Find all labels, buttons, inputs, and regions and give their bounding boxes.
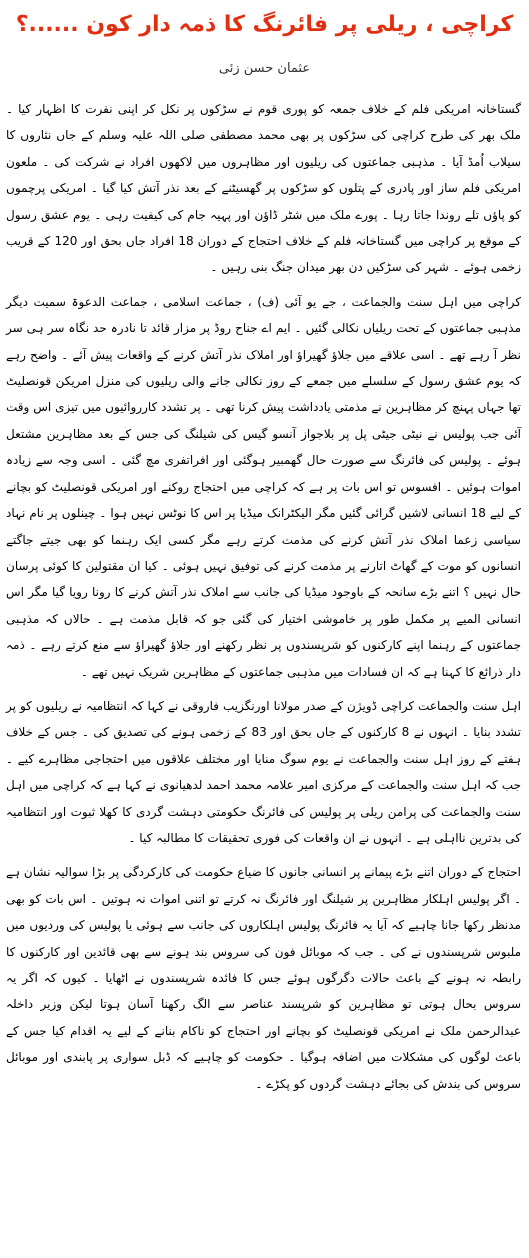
paragraph-4: احتجاج کے دوران اتنے بڑے پیمانے پر انسانی جانوں کا ضیاع حکومت کی کارکردگی پر بڑا سوالیہ نشان ہے ۔ اگر پولیس اہلکار مظاہرین پر شیلنگ اور فائرنگ نہ کرتے تو اتنی اموات نہ ہوتیں ۔ اس بات کو بھی مدنظر رکھا جانا چاہیے کہ آیا یہ فائرنگ پولیس اہلکاروں کی جانب سے ہوئی یا پولیس کی وردیوں میں ملبوس شرپسندوں نے کی ۔ جب کہ موبائل فون کی سروس بند ہونے سے بھی قائدین اور کارکنوں کا رابطہ نہ ہونے کے باعث حالات دگرگوں ہوئے جس کا فائدہ شرپسندوں نے اٹھایا ۔ کیوں کہ اگر یہ سروس بحال ہوتی تو مظاہرین کو شرپسند عناصر سے الگ رکھنا آسان ہوتا لیکن وزیر داخلہ عبدالرحمن ملک نے امریکی قونصلیٹ کو بچانے اور احتجاج کو ناکام بنانے کے لیے یہ اقدام کیا جس کے باعث لوگوں کی مشکلات میں اضافہ ہوگیا ۔ حکومت کو چاہیے کہ ڈبل سواری پر پابندی اور موبائل سروس کی بندش کی بجائے دہشت گردوں کو پکڑے ۔ [6, 865, 521, 1091]
article-body [6, 96, 521, 1105]
author-byline: عثمان حسن زئی [218, 61, 311, 76]
paragraph-2: کراچی میں اہل سنت والجماعت ، جے یو آئی (ف) ، جماعت اسلامی ، جماعت الدعوۃ سمیت دیگر مذہبی جماعتوں کے تحت ریلیاں نکالی گئیں ۔ ایم اے جناح روڈ پر مزار قائد تا نادرہ حد نگاہ سر ہی سر نظر آ رہے تھے ۔ اسی علاقے میں جلاؤ گھیراؤ اور املاک نذر آتش کرنے کے واقعات پیش آئے ۔ واضح رہے کہ یوم عشق رسول کے سلسلے میں جمعے کے روز نکالی جانے والی ریلیوں کی منزل امریکن قونصلیٹ تھا جہاں پہنچ کر مظاہرین نے مذمتی یادداشت پیش کرنا تھی ۔ پر تشدد کارروائیوں میں تیزی اس وقت آئی جب پولیس نے نیٹی جیٹی پل پر بلاجواز آنسو گیس کی شیلنگ کی جس کے بعد مظاہرین مشتعل ہوئے ۔ پولیس کی فائرنگ سے صورت حال گھمبیر ہوگئی اور افراتفری مچ گئی ۔ اسی وجہ سے زیادہ اموات ہوئیں ۔ افسوس تو اس بات پر ہے کہ کراچی میں احتجاج روکنے اور امریکی قونصلیٹ کو بچانے کے لیے 18 انسانی لاشیں گرائی گئیں مگر الیکٹرانک میڈیا پر اس کا نوٹس نہیں ہوا ۔ چینلوں پر نام نہاد سیاسی زعما املاک نذر آتش کرنے کی مذمت کرتے رہے مگر کسی ایک رہنما کو بھی جیتے جاگتے انسانوں کو موت کے گھاٹ اتارنے پر مذمت کرنے کی توفیق نہیں ہوئی ۔ کیا ان مقتولین کا کوئی پرسان حال نہیں ؟ اتنے بڑے سانحہ کے باوجود میڈیا کی جانب سے املاک نذر آتش کرنے کا رونا رویا گیا مگر اس انسانی المیے پر مکمل طور پر خاموشی اختیار کی گئی جو کہ قابل مذمت ہے ۔ حالاں کہ مذہبی جماعتوں کے رہنما اپنے کارکنوں کو شرپسندوں پر نظر رکھنے اور جلاؤ گھیراؤ سے منع کرتے رہے ۔ ذمہ دار ذرائع کا کہنا ہے کہ ان فسادات میں مذہبی جماعتوں کے مظاہرین شریک نہیں تھے ۔ [6, 294, 521, 679]
paragraph-1: گستاخانہ امریکی فلم کے خلاف جمعہ کو پوری قوم نے سڑکوں پر نکل کر اپنی نفرت کا اظہار کیا ۔ ملک بھر کی طرح کراچی کی سڑکوں پر بھی محمد مصطفی صلی اللہ علیہ وسلم کے جاں نثاروں کا سیلاب اُمڈ آیا ۔ مذہبی جماعتوں کی ریلیوں اور مظاہروں میں لاکھوں افراد نے شرکت کی ۔ ملعون امریکی فلم ساز اور پادری کے پتلوں کو سڑکوں پر گھسیٹنے کے بعد نذر آتش کیا گیا ۔ امریکی پرچموں کو پاؤں تلے روندا جاتا رہا ۔ پورے ملک میں شٹر ڈاؤن اور پہیہ جام کی کیفیت رہی ۔ یوم عشق رسول کے موقع پر کراچی میں گستاخانہ فلم کے خلاف احتجاج کے دوران 18 افراد جاں بحق اور 120 کے قریب زخمی ہوئے ۔ شہر کی سڑکیں دن بھر میدان جنگ بنی رہیں ۔ [6, 102, 521, 275]
article-title: کراچی ، ریلی پر فائرنگ کا ذمہ دار کون ......؟ [15, 12, 514, 37]
paragraph-3: اہل سنت والجماعت کراچی ڈویژن کے صدر مولانا اورنگزیب فاروقی نے کہا کہ انتظامیہ نے ریلیوں کو پر تشدد بنایا ۔ انہوں نے 8 کارکنوں کے جاں بحق اور 83 کے زخمی ہونے کی تصدیق کی ۔ جس کے خلاف ہفتے کے روز اہل سنت والجماعت نے یوم سوگ منایا اور مختلف علاقوں میں احتجاجی مظاہرے کیے ۔ جب کہ اہل سنت والجماعت کے مرکزی امیر علامہ محمد احمد لدھیانوی نے کہا ہے کہ کراچی میں اہل سنت والجماعت کی پرامن ریلی پر پولیس کی فائرنگ حکومتی دہشت گردی کا کھلا ثبوت اور انتظامیہ کی بدترین نااہلی ہے ۔ انہوں نے ان واقعات کی فوری تحقیقات کا مطالبہ کیا ۔ [6, 698, 521, 845]
